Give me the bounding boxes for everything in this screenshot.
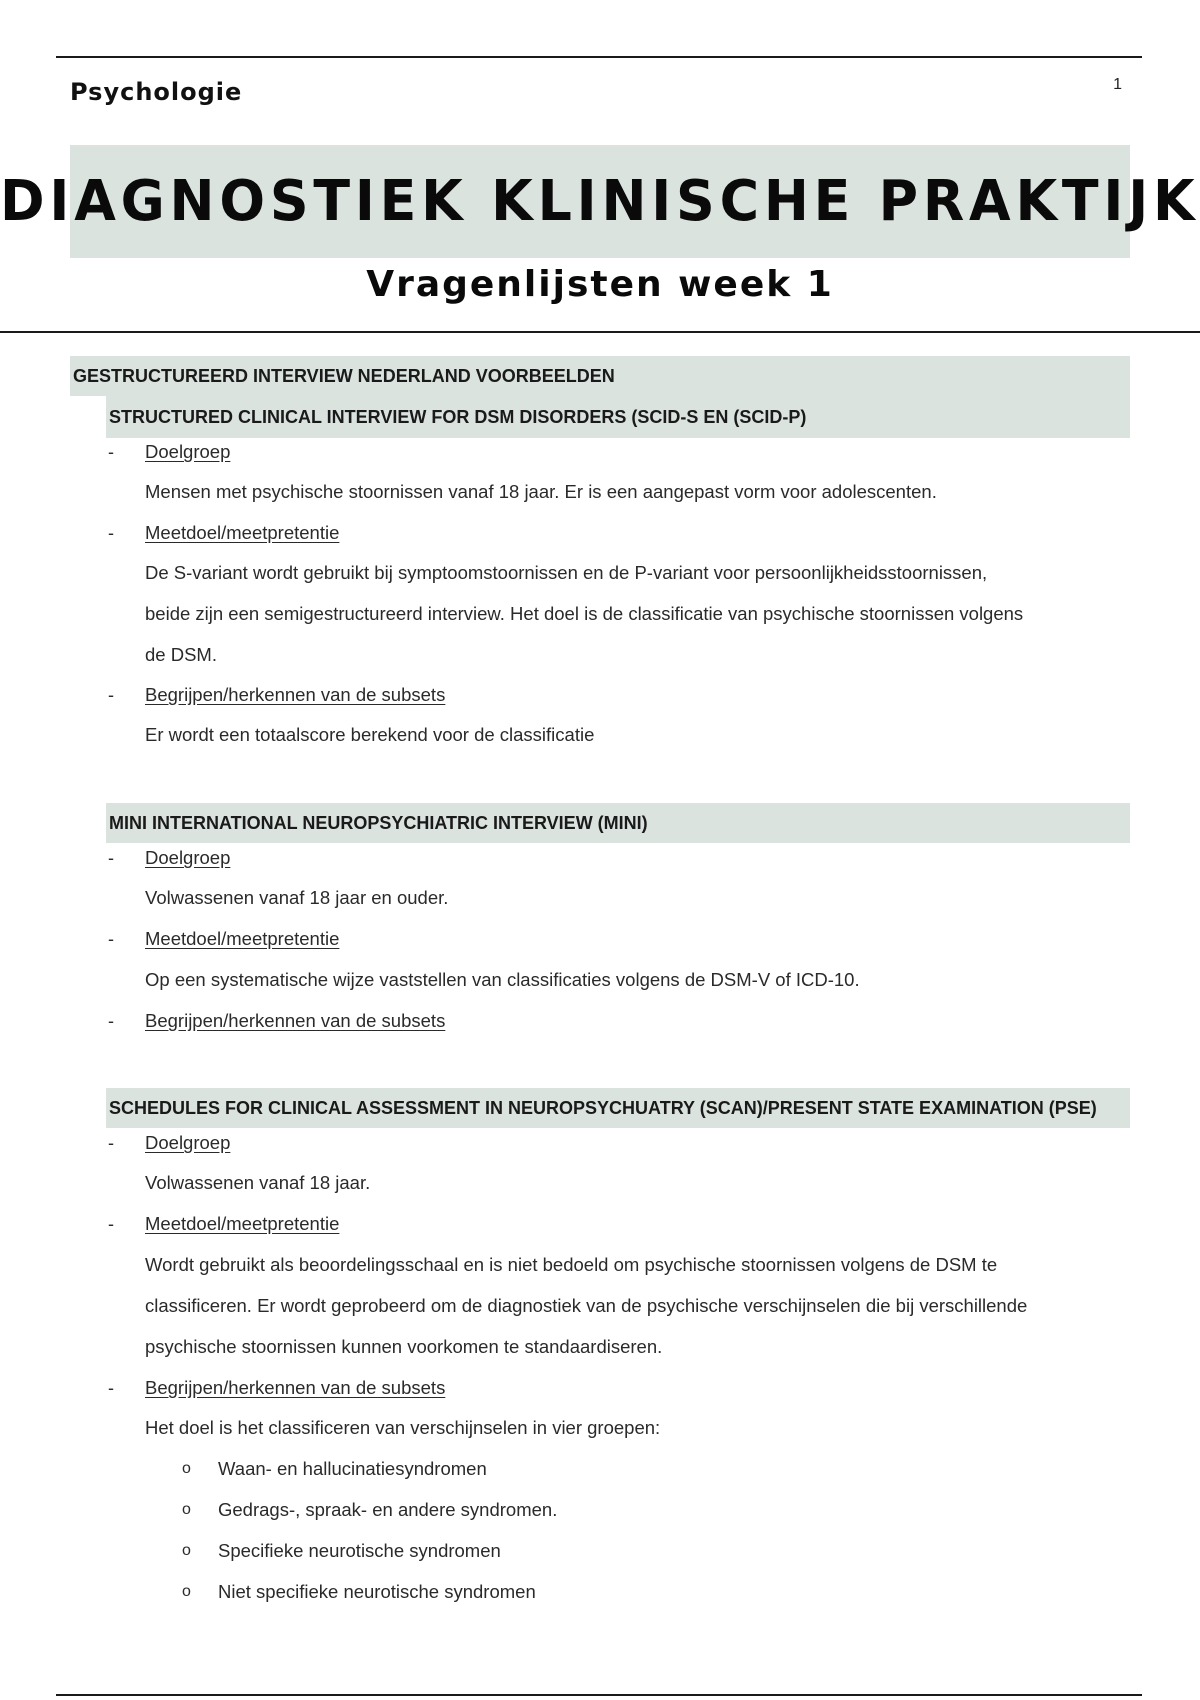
item-label: Begrijpen/herkennen van de subsets [145,1377,446,1398]
sub-bullet: o [182,1460,191,1477]
item-label: Meetdoel/meetpretentie [145,522,340,543]
bullet-dash: - [108,929,114,949]
item-text: Het doel is het classificeren van verschijnselen in vier groepen: [145,1417,661,1438]
item-text: de DSM. [145,644,217,665]
item-label: Doelgroep [145,441,231,462]
sub-bullet: o [182,1501,191,1518]
item-text: Wordt gebruikt als beoordelingsschaal en is niet bedoeld om psychische stoornissen volgens de DSM te [145,1254,998,1275]
subject-label: Psychologie [70,78,243,106]
main-heading: GESTRUCTUREERD INTERVIEW NEDERLAND VOORBEELDEN [70,356,1130,396]
page-number: 1 [1113,76,1122,93]
item-text: Volwassenen vanaf 18 jaar en ouder. [145,887,449,908]
bullet-dash: - [108,685,114,705]
item-text: beide zijn een semigestructureerd interview. Het doel is de classificatie van psychische stoornissen volgens [145,603,1024,624]
bullet-dash: - [108,848,114,868]
document-subtitle: Vragenlijsten week 1 [366,264,834,305]
title-band [0,145,1200,258]
sub-list-item: Specifieke neurotische syndromen [218,1540,501,1561]
item-label: Meetdoel/meetpretentie [145,928,340,949]
sub-list-item: Gedrags-, spraak- en andere syndromen. [218,1499,558,1520]
item-text: Op een systematische wijze vaststellen van classificaties volgens de DSM-V of ICD-10. [145,969,860,990]
item-text: Volwassenen vanaf 18 jaar. [145,1172,371,1193]
bullet-dash: - [108,1214,114,1234]
bullet-dash: - [108,1133,114,1153]
header-divider [0,331,1200,333]
item-text: classificeren. Er wordt geprobeerd om de diagnostiek van de psychische verschijnselen die bij verschillende [145,1295,1028,1316]
section-heading: SCHEDULES FOR CLINICAL ASSESSMENT IN NEUROPSYCHUATRY (SCAN)/PRESENT STATE EXAMINATION (PSE) [106,1088,1130,1128]
top-rule [56,56,1142,58]
item-text: De S-variant wordt gebruikt bij symptoomstoornissen en de P-variant voor persoonlijkheidsstoornissen, [145,562,988,583]
sub-bullet: o [182,1583,191,1600]
item-label: Doelgroep [145,847,231,868]
bullet-dash: - [108,1011,114,1031]
bullet-dash: - [108,442,114,462]
item-text: psychische stoornissen kunnen voorkomen te standaardiseren. [145,1336,663,1357]
section-heading: MINI INTERNATIONAL NEUROPSYCHIATRIC INTERVIEW (MINI) [106,803,1130,843]
document-title: DIAGNOSTIEK KLINISCHE PRAKTIJK [0,169,1200,234]
sub-list-item: Niet specifieke neurotische syndromen [218,1581,536,1602]
bottom-rule [56,1694,1142,1696]
item-label: Begrijpen/herkennen van de subsets [145,684,446,705]
sub-list-item: Waan- en hallucinatiesyndromen [218,1458,487,1479]
bullet-dash: - [108,523,114,543]
section-heading: STRUCTURED CLINICAL INTERVIEW FOR DSM DISORDERS (SCID-S EN (SCID-P) [106,396,1130,438]
sub-bullet: o [182,1542,191,1559]
item-label: Meetdoel/meetpretentie [145,1213,340,1234]
item-label: Doelgroep [145,1132,231,1153]
item-label: Begrijpen/herkennen van de subsets [145,1010,446,1031]
item-text: Er wordt een totaalscore berekend voor de classificatie [145,724,595,745]
bullet-dash: - [108,1378,114,1398]
item-text: Mensen met psychische stoornissen vanaf 18 jaar. Er is een aangepast vorm voor adolescenten. [145,481,937,502]
